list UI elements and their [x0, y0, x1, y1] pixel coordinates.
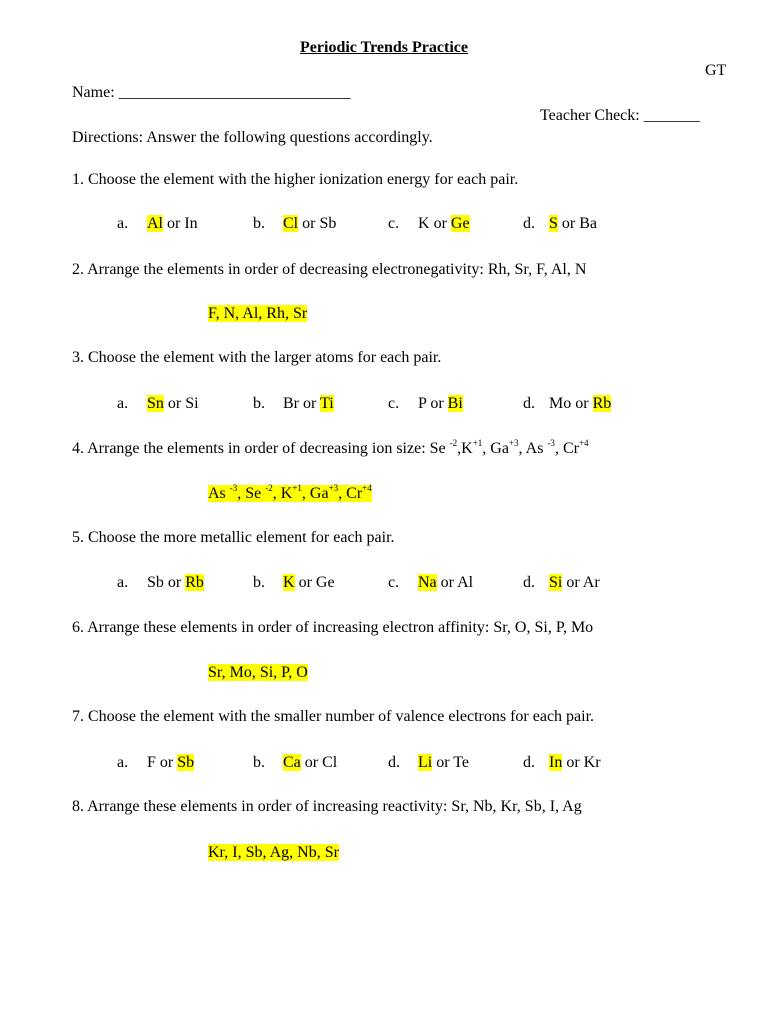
- choice-separator: or: [429, 215, 451, 232]
- choice-label: b.: [253, 754, 265, 771]
- ion-charge: +4: [362, 483, 372, 493]
- choice-element: Bi: [447, 395, 463, 412]
- choice-element: F: [147, 754, 156, 771]
- choice-label: c.: [388, 574, 400, 591]
- ion-charge: -2: [449, 438, 458, 448]
- ion-charge: -3: [547, 438, 555, 448]
- question-4-prompt-text: 4. Arrange the elements in order of decreasing ion size:: [72, 440, 430, 457]
- choice-separator: or: [298, 215, 320, 232]
- choice-separator: or: [163, 574, 186, 591]
- choice-element: Ca: [283, 754, 301, 771]
- ion-separator: ,: [272, 485, 281, 502]
- choice-separator: or: [432, 754, 454, 771]
- choice-element: Ge: [450, 215, 470, 232]
- ion-separator: ,: [457, 440, 462, 457]
- choice-element: In: [184, 215, 198, 232]
- choice-element: Ar: [582, 574, 600, 591]
- choice-separator: or: [557, 215, 580, 232]
- ion-separator: ,: [482, 440, 491, 457]
- choice-label: a.: [117, 574, 129, 591]
- choice-label: d.: [388, 754, 400, 771]
- choice-option: [523, 394, 611, 414]
- choice-element: K: [283, 574, 295, 591]
- choice-element: P: [418, 395, 427, 412]
- answer-highlight: Kr, I, Sb, Ag, Nb, Sr: [208, 844, 339, 861]
- ion-separator: ,: [518, 440, 526, 457]
- choice-element: Al: [147, 215, 163, 232]
- ion-symbol: As: [208, 485, 230, 502]
- ion-separator: ,: [237, 485, 246, 502]
- question-5-prompt: 5. Choose the more metallic element for each pair.: [72, 529, 395, 546]
- ion-symbol: K: [280, 485, 293, 502]
- choice-label: d.: [523, 395, 535, 412]
- choice-separator: or: [562, 574, 583, 591]
- ion-charge: +3: [508, 438, 519, 448]
- choice-element: Ba: [579, 215, 598, 232]
- choice-separator: or: [163, 215, 185, 232]
- choice-element: Al: [457, 574, 474, 591]
- choice-separator: or: [294, 574, 316, 591]
- answer-highlight: F, N, Al, Rh, Sr: [208, 305, 308, 322]
- ion-symbol: Ga: [309, 485, 329, 502]
- question-6-prompt: 6. Arrange these elements in order of increasing electron affinity: Sr, O, Si, P, Mo: [72, 619, 594, 636]
- question-4-answer: [208, 484, 372, 504]
- choice-option: [253, 214, 336, 234]
- choice-label: a.: [117, 754, 129, 771]
- choice-element: Li: [418, 754, 433, 771]
- choice-element: Si: [185, 395, 199, 412]
- choice-element: Sb: [147, 574, 164, 591]
- choice-element: Br: [283, 395, 299, 412]
- choice-separator: or: [436, 574, 458, 591]
- initials: GT: [705, 62, 727, 79]
- choice-separator: or: [299, 395, 321, 412]
- choice-element: Ti: [320, 395, 334, 412]
- answer-highlight: [208, 485, 372, 502]
- choice-label: b.: [253, 395, 265, 412]
- teacher-check: Teacher Check: _______: [540, 107, 700, 124]
- choice-element: S: [549, 215, 558, 232]
- ion-symbol: K: [461, 440, 473, 457]
- choice-label: a.: [117, 215, 129, 232]
- question-7-prompt: 7. Choose the element with the smaller number of valence electrons for each pair.: [72, 708, 595, 725]
- question-2-answer: [208, 304, 307, 324]
- choice-element: Sb: [319, 215, 337, 232]
- ion-separator: ,: [338, 485, 347, 502]
- choice-label: d.: [523, 754, 535, 771]
- question-4-prompt: [72, 439, 589, 459]
- choice-option: [388, 394, 463, 414]
- choice-option: [523, 573, 600, 593]
- choice-option: [523, 753, 601, 773]
- ion-charge: -2: [265, 483, 273, 493]
- choice-option: [388, 753, 469, 773]
- choice-separator: or: [300, 754, 323, 771]
- page-title: Periodic Trends Practice: [300, 39, 468, 56]
- question-4-ions: [430, 440, 589, 457]
- ion-symbol: As: [525, 440, 548, 457]
- ion-separator: ,: [554, 440, 563, 457]
- choice-element: Sn: [147, 395, 164, 412]
- ion-symbol: Ga: [490, 440, 509, 457]
- choice-option: [253, 394, 334, 414]
- choice-label: c.: [388, 215, 400, 232]
- directions: Directions: Answer the following questions accordingly.: [72, 129, 433, 146]
- choice-separator: or: [571, 395, 593, 412]
- ion-charge: +1: [472, 438, 483, 448]
- choice-element: Na: [418, 574, 437, 591]
- ion-symbol: Se: [429, 440, 450, 457]
- ion-symbol: Se: [245, 485, 266, 502]
- choice-element: Rb: [185, 574, 204, 591]
- choice-element: In: [549, 754, 563, 771]
- choice-separator: or: [155, 754, 178, 771]
- choice-element: Cl: [283, 215, 299, 232]
- ion-symbol: Cr: [346, 485, 363, 502]
- choice-element: Sb: [177, 754, 195, 771]
- ion-separator: ,: [301, 485, 310, 502]
- choice-separator: or: [562, 754, 584, 771]
- choice-option: [388, 214, 470, 234]
- choice-option: [523, 214, 597, 234]
- ion-charge: +1: [292, 483, 302, 493]
- choice-option: [253, 573, 335, 593]
- choice-separator: or: [163, 395, 186, 412]
- choice-option: [117, 753, 194, 773]
- choice-label: d.: [523, 574, 535, 591]
- ion-charge: +3: [328, 483, 339, 493]
- ion-charge: -3: [229, 483, 238, 493]
- choice-element: Kr: [583, 754, 601, 771]
- question-2-prompt: 2. Arrange the elements in order of decreasing electronegativity: Rh, Sr, F, Al, N: [72, 261, 587, 278]
- question-8-answer: [208, 843, 339, 863]
- choice-element: Mo: [549, 395, 572, 412]
- question-3-prompt: 3. Choose the element with the larger atoms for each pair.: [72, 349, 442, 366]
- choice-label: a.: [117, 395, 129, 412]
- ion-symbol: Cr: [562, 440, 579, 457]
- ion-charge: +4: [578, 438, 589, 448]
- choice-option: [117, 573, 204, 593]
- choice-option: [388, 573, 473, 593]
- choice-element: K: [418, 215, 430, 232]
- question-6-answer: [208, 663, 308, 683]
- question-8-prompt: 8. Arrange these elements in order of increasing reactivity: Sr, Nb, Kr, Sb, I, Ag: [72, 798, 582, 815]
- choice-element: Rb: [592, 395, 612, 412]
- choice-label: c.: [388, 395, 400, 412]
- choice-option: [117, 394, 199, 414]
- choice-label: b.: [253, 574, 265, 591]
- choice-element: Te: [453, 754, 470, 771]
- choice-label: d.: [523, 215, 535, 232]
- choice-separator: or: [426, 395, 448, 412]
- choice-label: b.: [253, 215, 265, 232]
- choice-element: Si: [549, 574, 563, 591]
- choice-option: [253, 753, 337, 773]
- choice-element: Ge: [315, 574, 335, 591]
- question-1-prompt: 1. Choose the element with the higher ionization energy for each pair.: [72, 171, 519, 188]
- name-field: Name: _____________________________: [72, 84, 351, 101]
- choice-element: Cl: [322, 754, 338, 771]
- choice-option: [117, 214, 198, 234]
- answer-highlight: Sr, Mo, Si, P, O: [208, 664, 308, 681]
